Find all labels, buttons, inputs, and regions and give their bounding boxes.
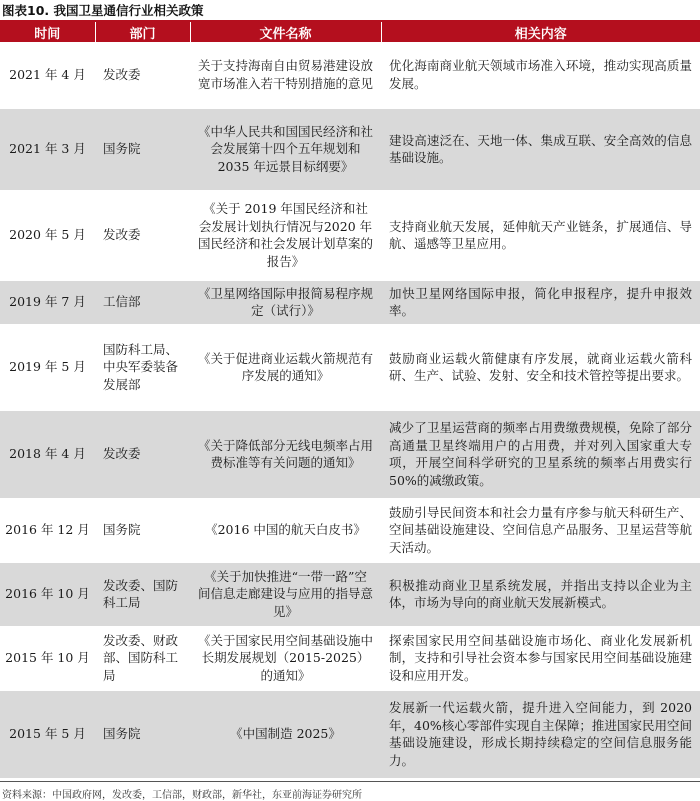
cell-content: 加快卫星网络国际申报，简化申报程序，提升申报效率。 [381, 280, 700, 324]
table-header-row [0, 22, 700, 42]
cell-dept: 国防科工局、中央军委装备发展部 [95, 324, 190, 410]
cell-doc: 《关于国家民用空间基础设施中长期发展规划（2015-2025）的通知》 [190, 626, 381, 690]
table-row [0, 690, 700, 778]
cell-doc: 《关于降低部分无线电频率占用费标准等有关问题的通知》 [190, 410, 381, 498]
table-row [0, 498, 700, 562]
cell-dept: 发改委、国防科工局 [95, 562, 190, 626]
table-row [0, 626, 700, 690]
header-content: 相关内容 [381, 22, 700, 42]
cell-doc: 《卫星网络国际申报简易程序规定（试行）》 [190, 280, 381, 324]
cell-dept: 国务院 [95, 498, 190, 562]
table-row [0, 42, 700, 108]
cell-date: 2015 年 5 月 [0, 690, 95, 778]
header-doc: 文件名称 [190, 22, 381, 42]
cell-dept: 发改委 [95, 190, 190, 280]
cell-dept: 发改委、财政部、国防科工局 [95, 626, 190, 690]
cell-content: 建设高速泛在、天地一体、集成互联、安全高效的信息基础设施。 [381, 108, 700, 190]
table-row [0, 190, 700, 280]
cell-doc: 《关于促进商业运载火箭规范有序发展的通知》 [190, 324, 381, 410]
cell-content: 鼓励引导民间资本和社会力量有序参与航天科研生产、空间基础设施建设、空间信息产品服务、卫星运营等航天活动。 [381, 498, 700, 562]
cell-content: 探索国家民用空间基础设施市场化、商业化发展新机制，支持和引导社会资本参与国家民用空间基础设施建设和应用开发。 [381, 626, 700, 690]
cell-doc: 《关于 2019 年国民经济和社会发展计划执行情况与2020 年国民经济和社会发展计划草案的报告》 [190, 190, 381, 280]
cell-dept: 工信部 [95, 280, 190, 324]
table-row [0, 562, 700, 626]
header-dept: 部门 [95, 22, 190, 42]
cell-dept: 发改委 [95, 42, 190, 108]
figure-title-bar [0, 0, 700, 22]
cell-dept: 发改委 [95, 410, 190, 498]
cell-content: 减少了卫星运营商的频率占用费缴费规模，免除了部分高通量卫星终端用户的占用费，并对列入国家重大专项，开展空间科学研究的卫星系统的频率占用费实行 50%的减缴政策。 [381, 410, 700, 498]
table-row [0, 108, 700, 190]
cell-content: 发展新一代运载火箭，提升进入空间能力，到 2020 年，40%核心零部件实现自主保障；推进国家民用空间基础设施建设，形成长期持续稳定的空间信息服务能力。 [381, 690, 700, 778]
cell-date: 2016 年 12 月 [0, 498, 95, 562]
cell-date: 2018 年 4 月 [0, 410, 95, 498]
cell-date: 2016 年 10 月 [0, 562, 95, 626]
cell-date: 2019 年 5 月 [0, 324, 95, 410]
cell-doc: 《中华人民共和国国民经济和社会发展第十四个五年规划和 2035 年远景目标纲要》 [190, 108, 381, 190]
table-row [0, 324, 700, 410]
source-note: 资料来源：中国政府网，发改委，工信部，财政部，新华社，东亚前海证券研究所 [0, 781, 700, 801]
cell-date: 2020 年 5 月 [0, 190, 95, 280]
cell-dept: 国务院 [95, 690, 190, 778]
cell-content: 鼓励商业运载火箭健康有序发展，就商业运载火箭科研、生产、试验、发射、安全和技术管控等提出要求。 [381, 324, 700, 410]
cell-date: 2021 年 3 月 [0, 108, 95, 190]
cell-doc: 《关于加快推进“一带一路”空间信息走廊建设与应用的指导意见》 [190, 562, 381, 626]
cell-doc: 《2016 中国的航天白皮书》 [190, 498, 381, 562]
cell-doc: 《中国制造 2025》 [190, 690, 381, 778]
policy-table [0, 22, 700, 779]
figure-title: 图表10. 我国卫星通信行业相关政策 [2, 3, 204, 18]
cell-content: 积极推动商业卫星系统发展，并指出支持以企业为主体，市场为导向的商业航天发展新模式。 [381, 562, 700, 626]
table-row [0, 280, 700, 324]
cell-date: 2015 年 10 月 [0, 626, 95, 690]
cell-doc: 关于支持海南自由贸易港建设放宽市场准入若干特别措施的意见 [190, 42, 381, 108]
cell-content: 支持商业航天发展，延伸航天产业链条，扩展通信、导航、遥感等卫星应用。 [381, 190, 700, 280]
table-row [0, 410, 700, 498]
cell-dept: 国务院 [95, 108, 190, 190]
cell-date: 2021 年 4 月 [0, 42, 95, 108]
cell-content: 优化海南商业航天领域市场准入环境，推动实现高质量发展。 [381, 42, 700, 108]
header-date: 时间 [0, 22, 95, 42]
cell-date: 2019 年 7 月 [0, 280, 95, 324]
